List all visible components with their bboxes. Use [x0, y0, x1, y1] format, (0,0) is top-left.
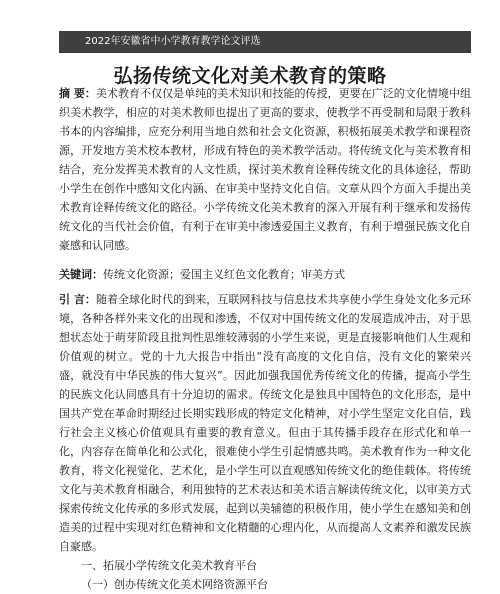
- keywords: [59, 265, 471, 284]
- header-bar: [59, 31, 471, 53]
- header-text: 2022年安徽省中小学教育教学论文评选: [85, 36, 261, 47]
- keywords-label: 关键词：: [59, 268, 103, 281]
- intro-label: 引 言：: [59, 293, 96, 306]
- paper-body: [59, 84, 471, 594]
- introduction: [59, 290, 471, 556]
- intro-text: 随着全球化时代的到来，互联网科技与信息技术共享使小学生身处文化多元环境，各种各样外来文化的出现和渗透，不仅对中国传统文化的发展造成冲击，对于思想状态处于萌芽阶段且批判性思维较薄弱的小学生来说，更是直接影响他们人生观和价值观的树立。党的十九大报告中指出“没有高度的文化自信，没有文化的繁荣兴盛，就没有中华民族的伟大复兴”。因此加强我国优秀传统文化的传播，提高小学生的民族文化认同感具有十分迫切的需求。传统文化是独具中国特色的文化形态，是中国共产党在革命时期经过长期实践形成的特定文化精神，对小学生坚定文化自信，践行社会主义核心价值观具有重要的教育意义。但由于其传播手段存在形式化和单一化，内容存在简单化和公式化，很难使小学生引起情感共鸣。美术教育作为一种文化教育，将文化视觉化、艺术化，是小学生可以直观感知传统文化的绝佳载体。将传统文化与美术教育相融合，利用独特的艺术表达和美术语言解读传统文化，以审美方式探索传统文化传承的多形式发展，起到以美辅德的积极作用，使小学生在感知美和创造美的过程中实现对红色精神和文化精髓的心理内化，从而提高人文素养和激发民族自豪感。: [59, 293, 471, 553]
- keywords-text: 传统文化资源；爱国主义红色文化教育；审美方式: [103, 268, 345, 281]
- section-heading: 一、拓展小学传统文化美术教育平台: [81, 559, 257, 572]
- subsection-heading: （一）创办传统文化美术网络资源平台: [81, 578, 268, 591]
- abstract: [59, 84, 471, 255]
- abstract-text: 美术教育不仅仅是单纯的美术知识和技能的传授，更要在广泛的文化情境中组织美术教学，相应的对美术教师也提出了更高的要求，使教学不再受制和局限于教科书本的内容编排，应充分利用当地自然和社会文化资源，积极拓展美术教学和课程资源，开发地方美术校本教材，形成有特色的美术教学活动。将传统文化与美术教育相结合，充分发挥美术教育的人文性质，探讨美术教育诠释传统文化的具体途径，帮助小学生在创作中感知文化内涵、在审美中坚持文化自信。文章从四个方面入手提出美术教育诠释传统文化的路径。小学传统文化美术教育的深入开展有利于继承和发扬传统文化的当代社会价值，有利于在审美中渗透爱国主义教育，有利于增强民族文化自豪感和认同感。: [59, 87, 471, 252]
- paper-title: 弘扬传统文化对美术教育的策略: [113, 65, 387, 87]
- abstract-label: 摘 要：: [59, 87, 96, 100]
